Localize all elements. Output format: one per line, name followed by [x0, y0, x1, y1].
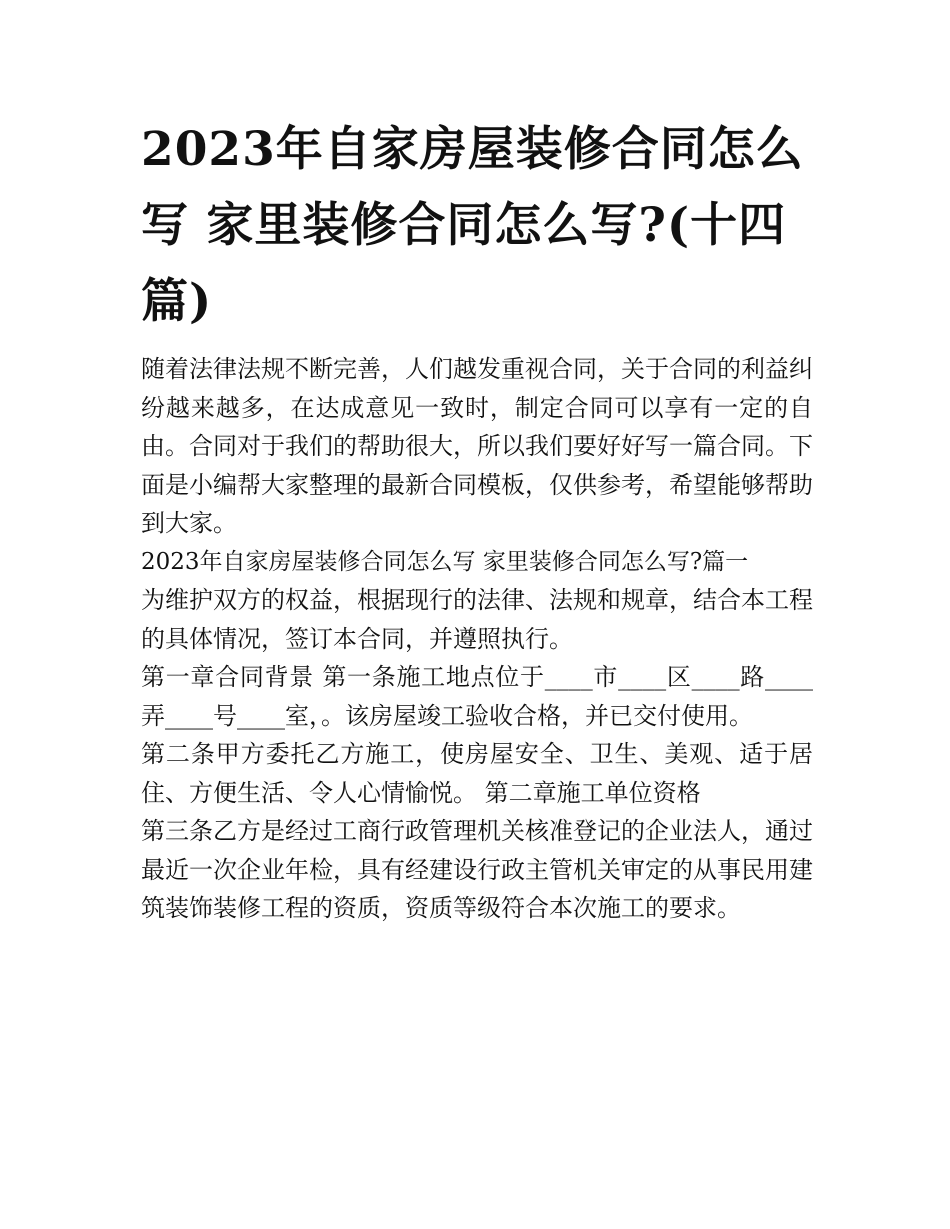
- body-paragraph-2: 第一章合同背景 第一条施工地点位于____市____区____路____弄____号____室，。该房屋竣工验收合格，并已交付使用。: [141, 663, 813, 730]
- body-paragraph-4: 第三条乙方是经过工商行政管理机关核准登记的企业法人，通过最近一次企业年检，具有经建设行政主管机关审定的从事民用建筑装饰装修工程的资质，资质等级符合本次施工的要求。: [141, 817, 813, 922]
- body-paragraph-3: 第二条甲方委托乙方施工，使房屋安全、卫生、美观、适于居住、方便生活、令人心情愉悦。 第二章施工单位资格: [141, 740, 813, 807]
- intro-paragraph: 随着法律法规不断完善，人们越发重视合同，关于合同的利益纠纷越来越多，在达成意见一致时，制定合同可以享有一定的自由。合同对于我们的帮助很大，所以我们要好好写一篇合同。下面是小编帮大家整理的最新合同模板，仅供参考，希望能够帮助到大家。: [141, 355, 813, 537]
- body-paragraph-1: 为维护双方的权益，根据现行的法律、法规和规章，结合本工程的具体情况，签订本合同，并遵照执行。: [141, 586, 813, 653]
- section-heading: 2023年自家房屋装修合同怎么写 家里装修合同怎么写?篇一: [141, 548, 749, 575]
- document-page: [141, 112, 813, 928]
- document-title: 2023年自家房屋装修合同怎么写 家里装修合同怎么写?(十四篇): [141, 122, 804, 329]
